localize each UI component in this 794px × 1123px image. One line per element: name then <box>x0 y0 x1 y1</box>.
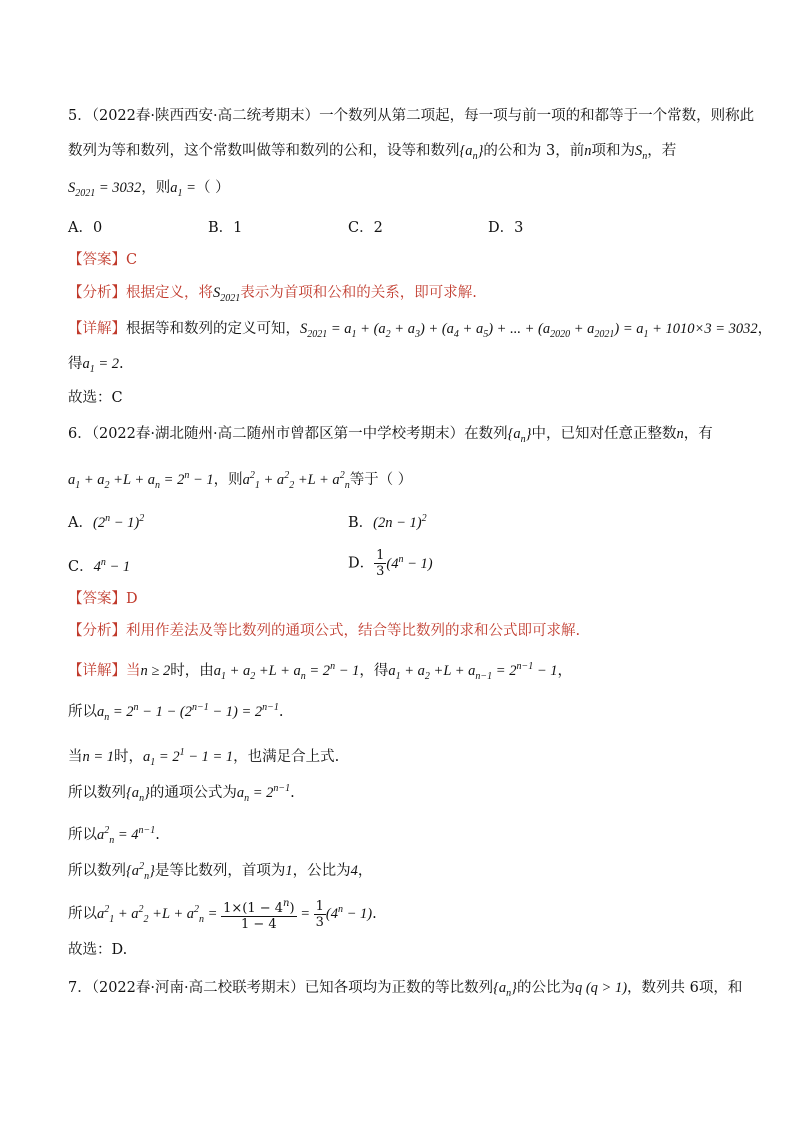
q7-stem-line1: 7．（2022春·河南·高二校联考期末）已知各项均为正数的等比数列$\{a_n\}$的公比为q (q > 1)，数列共 6项，和 <box>68 980 743 999</box>
q6-detail-line5: 所以$a^2_n = 4^{n-1}$. <box>68 825 160 846</box>
q6-option-d: D． $\frac{1}{3}$ $(4^n - 1)$ <box>348 548 433 579</box>
q6-detail-line7: 所以$a^2_1 + a^2_2 +L + a^2_n$ = $\frac{1\times(1 - 4^n)}{1 - 4}$ = $\frac{1}{3}$ $(4^n - 1)$. <box>68 898 377 932</box>
q6-option-b: B．$(2n - 1)^2$ <box>348 513 427 531</box>
q6-answer: 【答案】D <box>68 591 138 607</box>
q5-answer: 【答案】C <box>68 252 138 268</box>
q5-choice: 故选：C <box>68 390 123 406</box>
q6-option-c: C．$4^n - 1$ <box>68 557 131 575</box>
q6-detail-line2: 所以$a_n = 2^n - 1 - (2^{n-1} - 1) = 2^{n-1}$. <box>68 702 284 723</box>
q6-analysis: 【分析】利用作差法及等比数列的通项公式，结合等比数列的求和公式即可求解. <box>68 623 581 639</box>
q6-choice: 故选：D. <box>68 942 128 958</box>
q5-stem-line3: $S_{2021} = 3032$，则$a_1$ =（ ） <box>68 180 230 199</box>
q5-option-b: B．1 <box>208 220 243 236</box>
q6-option-a: A．$(2^n - 1)^2$ <box>68 513 145 531</box>
q5-detail-result: 得$a_1 = 2$. <box>68 356 124 375</box>
q6-detail-line6: 所以数列$\{a^2_n\}$是等比数列，首项为1，公比为4， <box>68 861 373 882</box>
q5-stem-line1: 5．（2022春·陕西西安·高二统考期末）一个数列从第二项起，每一项与前一项的和都等于一个常数，则称此 <box>68 108 755 124</box>
q6-detail-line4: 所以数列$\{a_n\}$的通项公式为$a_n = 2^{n-1}$. <box>68 783 295 804</box>
q5-option-a: A．0 <box>68 220 103 236</box>
q6-detail-line1: 【详解】当n ≥ 2时，由$a_1 + a_2 +L + a_n = 2^n - 1$，得$a_1 + a_2 +L + a_{n-1} = 2^{n-1} - 1$， <box>68 661 572 682</box>
q6-stem-line2: $a_1 + a_2 +L + a_n = 2^n - 1$，则$a^2_1 + a^2_2 +L + a^2_n$等于（ ） <box>68 470 413 491</box>
q5-analysis: 【分析】根据定义，将$S_{2021}$表示为首项和公和的关系，即可求解. <box>68 285 477 304</box>
q5-option-c: C．2 <box>348 220 383 236</box>
q6-stem-line1: 6．（2022春·湖北随州·高二随州市曾都区第一中学校考期末）在数列$\{a_n\}$中，已知对任意正整数n，有 <box>68 426 713 445</box>
q5-stem-line2: 数列为等和数列，这个常数叫做等和数列的公和，设等和数列$\{a_n\}$的公和为 3，前n项和为$S_n$，若 <box>68 143 677 162</box>
q6-detail-line3: 当n = 1时，$a_1 = 2^1 - 1 = 1$，也满足合上式. <box>68 747 340 768</box>
q5-detail: 【详解】根据等和数列的定义可知，$S_{2021} = a_1 + (a_2 + a_3) + (a_4 + a_5)$ + ... + $(a_{2020} + a_{2021}) = a_1 + 1010\times 3 = 3032$， <box>68 321 773 340</box>
q5-option-d: D．3 <box>488 220 524 236</box>
